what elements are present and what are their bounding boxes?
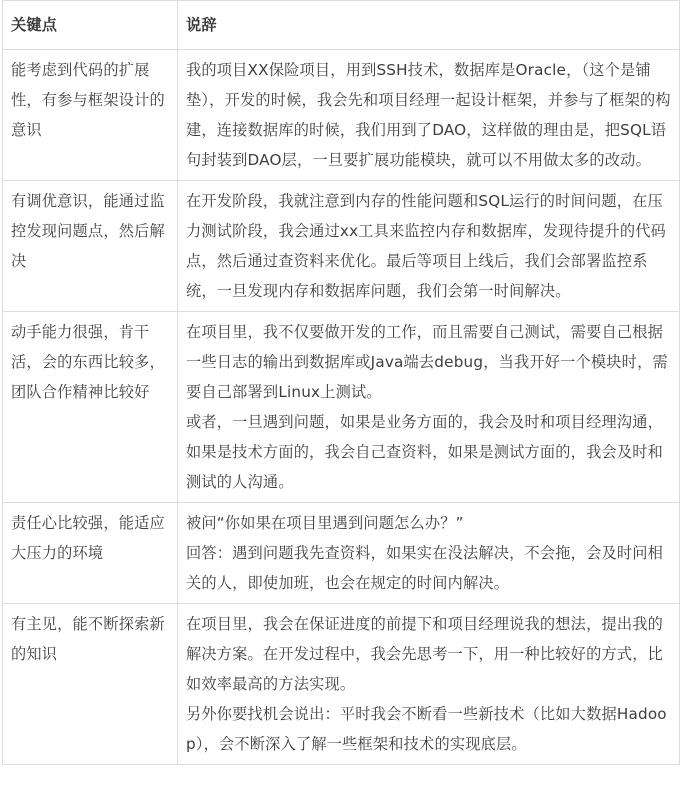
header-key-point: 关键点 — [3, 1, 178, 50]
key-point-cell: 动手能力很强，肯干活，会的东西比较多，团队合作精神比较好 — [3, 312, 178, 503]
talking-point-cell — [178, 50, 680, 181]
table-header-row — [3, 1, 680, 50]
talking-point-paragraph: 在项目里，我会在保证进度的前提下和项目经理说我的想法，提出我的解决方案。在开发过程中，我会先思考一下，用一种比较好的方式，比如效率最高的方法实现。 — [186, 615, 664, 693]
interview-table-container — [2, 0, 679, 765]
key-point-cell: 责任心比较强，能适应大压力的环境 — [3, 503, 178, 604]
talking-point-cell — [178, 312, 680, 503]
talking-point-paragraph: 被问“你如果在项目里遇到问题怎么办？” — [186, 514, 464, 532]
talking-point-cell — [178, 503, 680, 604]
header-talking-points: 说辞 — [178, 1, 680, 50]
talking-point-paragraph: 在项目里，我不仅要做开发的工作，而且需要自己测试，需要自己根据一些日志的输出到数据库或Java端去debug，当我开好一个模块时，需要自己部署到Linux上测试。 — [186, 323, 668, 401]
table-row — [3, 50, 680, 181]
key-point-cell: 能考虑到代码的扩展性，有参与框架设计的意识 — [3, 50, 178, 181]
talking-point-paragraph: 另外你要找机会说出：平时我会不断看一些新技术（比如大数据Hadoop），会不断深入了解一些框架和技术的实现底层。 — [186, 705, 667, 753]
talking-point-paragraph: 或者，一旦遇到问题，如果是业务方面的，我会及时和项目经理沟通，如果是技术方面的，我会自己查资料，如果是测试方面的，我会及时和测试的人沟通。 — [186, 413, 664, 491]
table-row — [3, 312, 680, 503]
talking-point-cell — [178, 181, 680, 312]
table-row — [3, 181, 680, 312]
interview-key-points-table — [2, 0, 680, 765]
talking-point-cell — [178, 604, 680, 765]
table-row — [3, 604, 680, 765]
table-row — [3, 503, 680, 604]
talking-point-paragraph: 在开发阶段，我就注意到内存的性能问题和SQL运行的时间问题，在压力测试阶段，我会通过xx工具来监控内存和数据库，发现待提升的代码点，然后通过查资料来优化。最后等项目上线后，我们会部署监控系统，一旦发现内存和数据库问题，我们会第一时间解决。 — [186, 192, 667, 300]
talking-point-paragraph: 回答：遇到问题我先查资料，如果实在没法解决，不会拖，会及时问相关的人，即使加班，也会在规定的时间内解决。 — [186, 544, 664, 592]
key-point-cell: 有主见，能不断探索新的知识 — [3, 604, 178, 765]
talking-point-paragraph: 我的项目XX保险项目，用到SSH技术，数据库是Oracle，（这个是铺垫），开发的时候，我会先和项目经理一起设计框架，并参与了框架的构建，连接数据库的时候，我们用到了DAO，这样做的理由是，把SQL语句封装到DAO层，一旦要扩展功能模块，就可以不用做太多的改动。 — [186, 61, 671, 169]
key-point-cell: 有调优意识，能通过监控发现问题点，然后解决 — [3, 181, 178, 312]
